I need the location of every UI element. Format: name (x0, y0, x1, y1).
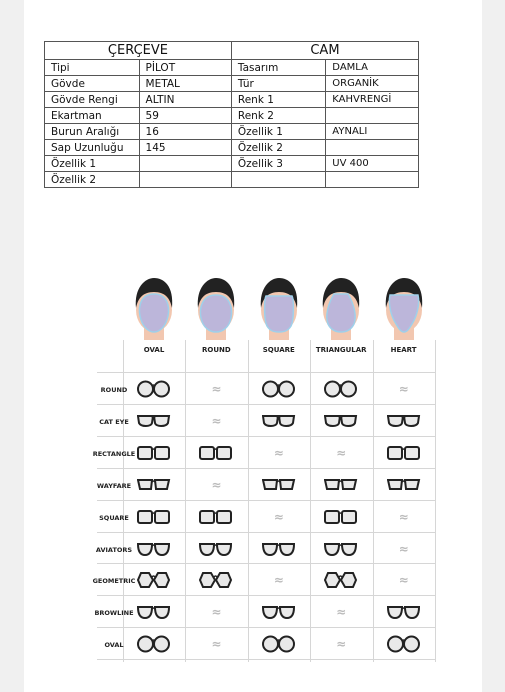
face-shape-header: ROUND (202, 346, 231, 354)
lens-value: AYNALI (326, 124, 419, 140)
recommended-glasses-cell (310, 374, 372, 404)
spec-row (45, 108, 419, 124)
glasses-icon (137, 476, 171, 494)
grid-column-divider (435, 340, 436, 662)
spec-row (45, 172, 419, 188)
frame-style-label: ROUND (100, 386, 128, 394)
glasses-icon (262, 412, 296, 430)
glasses-icon (324, 380, 358, 398)
not-recommended-mark: ≈ (398, 382, 409, 396)
recommended-glasses-cell (248, 629, 310, 659)
recommended-glasses-cell (310, 470, 372, 500)
not-recommended-mark: ≈ (211, 413, 222, 428)
glasses-icon (137, 444, 171, 462)
not-recommended-mark: ≈ (211, 477, 222, 492)
glasses-icon (199, 508, 233, 526)
lens-value: ORGANİK (326, 76, 419, 92)
not-recommended-cell (185, 406, 247, 436)
frame-recommendation-grid (92, 340, 435, 662)
not-recommended-mark: ≈ (398, 509, 409, 524)
recommended-glasses-cell (185, 502, 247, 532)
spec-row (45, 156, 419, 172)
glasses-icon (324, 412, 358, 430)
face-shape-header: HEART (390, 346, 417, 354)
glasses-icon (262, 380, 296, 398)
grid-row-divider (97, 372, 435, 373)
not-recommended-mark: ≈ (273, 573, 284, 588)
recommended-glasses-cell (310, 534, 372, 564)
lens-key (231, 172, 325, 188)
lens-key: Özellik 3 (231, 156, 325, 172)
frame-key: Sap Uzunluğu (45, 140, 140, 156)
recommended-glasses-cell (123, 406, 185, 436)
frame-style-label: SQUARE (99, 513, 129, 522)
frame-key: Gövde Rengi (45, 92, 140, 108)
recommended-glasses-cell (248, 597, 310, 627)
face-shape-header: SQUARE (262, 346, 295, 354)
glasses-icon (387, 603, 421, 621)
frame-value: PİLOT (139, 60, 231, 76)
not-recommended-cell (248, 438, 310, 468)
frame-header: ÇERÇEVE (45, 42, 232, 60)
frame-value (139, 156, 231, 172)
lens-key: Renk 2 (231, 108, 325, 124)
glasses-icon (387, 635, 421, 653)
frame-key: Ekartman (45, 108, 140, 124)
lens-key: Renk 1 (231, 92, 325, 108)
not-recommended-cell (310, 597, 372, 627)
face-shape-header: OVAL (143, 346, 165, 354)
spec-table-header (45, 42, 419, 60)
face-heart-illustration (373, 270, 435, 340)
glasses-icon (137, 508, 171, 526)
recommended-glasses-cell (310, 565, 372, 595)
not-recommended-cell (373, 534, 435, 564)
lens-key: Tür (231, 76, 325, 92)
not-recommended-cell (248, 502, 310, 532)
grid-row-divider (97, 563, 435, 564)
recommended-glasses-cell (310, 406, 372, 436)
glasses-icon (137, 380, 171, 398)
glasses-icon (324, 571, 358, 589)
recommended-glasses-cell (248, 406, 310, 436)
glasses-icon (199, 444, 233, 462)
spec-row (45, 140, 419, 156)
face-icon (248, 270, 310, 340)
not-recommended-cell (310, 438, 372, 468)
not-recommended-mark: ≈ (398, 573, 409, 588)
not-recommended-cell (248, 565, 310, 595)
lens-value (326, 172, 419, 188)
face-icon (310, 270, 372, 340)
not-recommended-cell (373, 565, 435, 595)
frame-value (139, 172, 231, 188)
recommended-glasses-cell (248, 470, 310, 500)
recommended-glasses-cell (123, 629, 185, 659)
frame-style-label: AVIATORS (95, 545, 133, 554)
glasses-icon (262, 476, 296, 494)
glasses-icon (137, 635, 171, 653)
glasses-icon (262, 540, 296, 558)
lens-key: Özellik 2 (231, 140, 325, 156)
spec-row (45, 60, 419, 76)
glasses-icon (137, 571, 171, 589)
not-recommended-mark: ≈ (336, 637, 347, 652)
frame-value: 16 (139, 124, 231, 140)
face-triangular-illustration (310, 270, 372, 340)
glasses-icon (387, 444, 421, 462)
not-recommended-cell (373, 374, 435, 404)
grid-row-divider (97, 532, 435, 533)
grid-row-divider (97, 468, 435, 469)
recommended-glasses-cell (373, 470, 435, 500)
grid-row-divider (97, 436, 435, 437)
glasses-icon (199, 571, 233, 589)
not-recommended-mark: ≈ (336, 605, 347, 620)
frame-style-label: BROWLINE (94, 609, 134, 618)
lens-header: CAM (231, 42, 418, 60)
lens-value (326, 140, 419, 156)
recommended-glasses-cell (123, 565, 185, 595)
not-recommended-cell (185, 597, 247, 627)
recommended-glasses-cell (123, 502, 185, 532)
grid-row-divider (97, 627, 435, 628)
recommended-glasses-cell (185, 534, 247, 564)
not-recommended-mark: ≈ (336, 445, 347, 460)
recommended-glasses-cell (123, 438, 185, 468)
not-recommended-mark: ≈ (273, 509, 284, 524)
recommended-glasses-cell (310, 502, 372, 532)
recommended-glasses-cell (123, 597, 185, 627)
lens-key: Tasarım (231, 60, 325, 76)
frame-style-label: RECTANGLE (92, 449, 136, 458)
spec-row (45, 92, 419, 108)
not-recommended-cell (373, 502, 435, 532)
glasses-icon (137, 603, 171, 621)
frame-style-label: CAT EYE (99, 417, 129, 426)
not-recommended-mark: ≈ (211, 605, 222, 620)
not-recommended-cell (185, 374, 247, 404)
glasses-icon (262, 603, 296, 621)
face-icon (185, 270, 247, 340)
not-recommended-cell (310, 629, 372, 659)
not-recommended-mark: ≈ (211, 637, 222, 652)
frame-key: Tipi (45, 60, 140, 76)
grid-row-divider (97, 500, 435, 501)
frame-style-label: OVAL (104, 641, 124, 650)
not-recommended-cell (185, 629, 247, 659)
recommended-glasses-cell (185, 438, 247, 468)
frame-key: Özellik 1 (45, 156, 140, 172)
recommended-glasses-cell (373, 629, 435, 659)
glasses-icon (199, 540, 233, 558)
recommended-glasses-cell (123, 534, 185, 564)
glasses-icon (387, 412, 421, 430)
recommended-glasses-cell (373, 438, 435, 468)
spec-row (45, 124, 419, 140)
face-shape-header: TRIANGULAR (315, 346, 367, 354)
not-recommended-mark: ≈ (211, 382, 222, 396)
frame-value: 145 (139, 140, 231, 156)
glasses-icon (262, 635, 296, 653)
glasses-icon (137, 412, 171, 430)
lens-value: DAMLA (326, 60, 419, 76)
face-icon (123, 270, 185, 340)
glasses-icon (324, 508, 358, 526)
frame-style-label: WAYFARE (96, 481, 132, 490)
glasses-icon (137, 540, 171, 558)
lens-value (326, 108, 419, 124)
face-illustrations (123, 270, 435, 340)
frame-value: ALTIN (139, 92, 231, 108)
face-square-illustration (248, 270, 310, 340)
glasses-icon (387, 476, 421, 494)
lens-value: UV 400 (326, 156, 419, 172)
face-round-illustration (185, 270, 247, 340)
recommended-glasses-cell (123, 470, 185, 500)
spec-row (45, 76, 419, 92)
recommended-glasses-cell (373, 597, 435, 627)
face-icon (373, 270, 435, 340)
lens-key: Özellik 1 (231, 124, 325, 140)
frame-value: 59 (139, 108, 231, 124)
not-recommended-cell (185, 470, 247, 500)
face-shape-guide (92, 270, 435, 662)
frame-key: Burun Aralığı (45, 124, 140, 140)
not-recommended-mark: ≈ (398, 541, 409, 556)
frame-style-label: GEOMETRIC (92, 577, 136, 586)
not-recommended-mark: ≈ (273, 445, 284, 460)
recommended-glasses-cell (123, 374, 185, 404)
grid-row-divider (97, 404, 435, 405)
recommended-glasses-cell (248, 374, 310, 404)
glasses-icon (324, 540, 358, 558)
recommended-glasses-cell (373, 406, 435, 436)
lens-value: KAHVRENGİ (326, 92, 419, 108)
spec-table (44, 41, 419, 188)
glasses-icon (324, 476, 358, 494)
frame-key: Gövde (45, 76, 140, 92)
frame-key: Özellik 2 (45, 172, 140, 188)
grid-row-divider (97, 595, 435, 596)
face-oval-illustration (123, 270, 185, 340)
frame-value: METAL (139, 76, 231, 92)
grid-row-divider (97, 659, 435, 660)
recommended-glasses-cell (185, 565, 247, 595)
recommended-glasses-cell (248, 534, 310, 564)
